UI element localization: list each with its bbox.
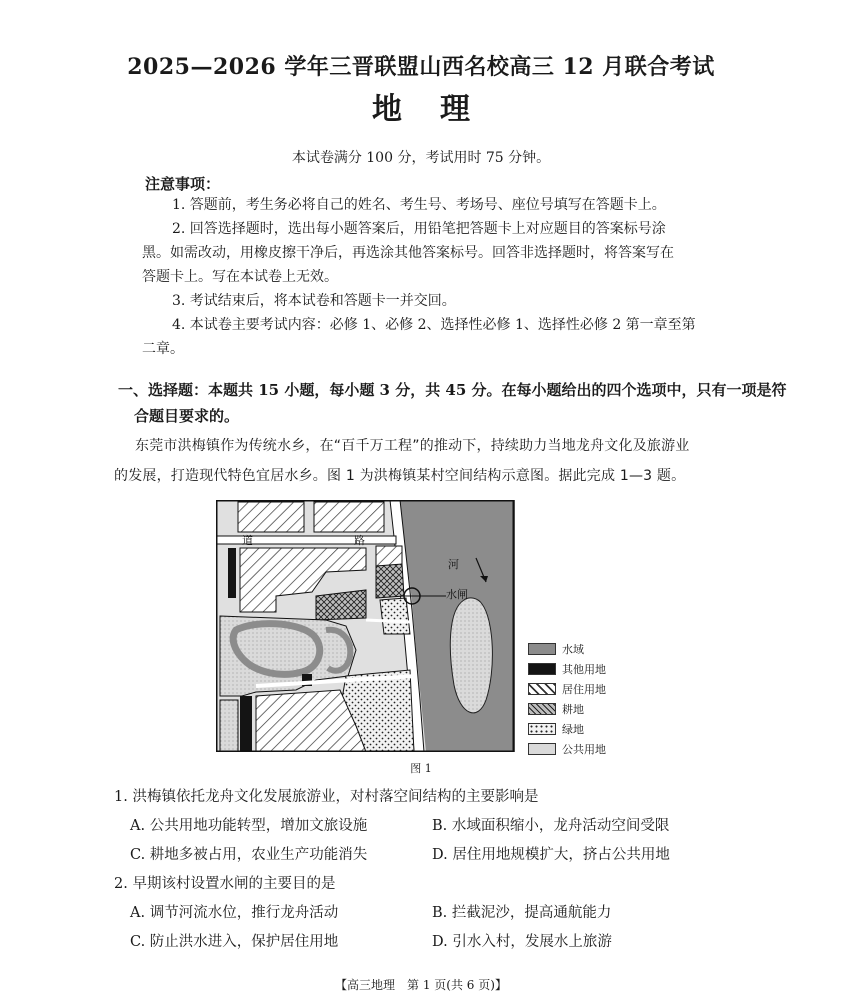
question-1-option-d[interactable]: D. 居住用地规模扩大，挤占公共用地 <box>432 847 670 863</box>
question-1-option-a[interactable]: A. 公共用地功能转型，增加文旅设施 <box>130 818 368 834</box>
question-intro-cont: 的发展，打造现代特色宜居水乡。图 1 为洪梅镇某村空间结构示意图。据此完成 1—3 题。 <box>114 468 686 484</box>
question-2-option-d[interactable]: D. 引水入村，发展水上旅游 <box>432 934 612 950</box>
section-heading-cont: 合题目要求的。 <box>134 407 240 425</box>
sluice-label: 水闸 <box>446 588 468 601</box>
legend-label: 公共用地 <box>562 743 606 756</box>
legend-label: 水域 <box>562 643 584 656</box>
notes-title: 注意事项： <box>145 175 221 193</box>
legend-label: 绿地 <box>562 723 584 736</box>
legend-label: 耕地 <box>562 703 584 716</box>
question-2-option-c[interactable]: C. 防止洪水进入，保护居住用地 <box>130 934 339 950</box>
exam-title: 2025—2026 学年三晋联盟山西名校高三 12 月联合考试 <box>127 54 715 80</box>
legend-label: 其他用地 <box>562 663 606 676</box>
legend-item-other <box>528 661 606 677</box>
legend-label: 居住用地 <box>562 683 606 696</box>
farmland-swatch <box>528 703 556 715</box>
note-item: 二章。 <box>142 341 184 357</box>
legend-item-public <box>528 741 606 757</box>
river-label: 河 <box>448 558 459 571</box>
road-label-1: 道 <box>242 534 253 547</box>
question-2-option-a[interactable]: A. 调节河流水位，推行龙舟活动 <box>130 905 339 921</box>
exam-info: 本试卷满分 100 分，考试用时 75 分钟。 <box>291 150 551 166</box>
question-2-stem: 2. 早期该村设置水闸的主要目的是 <box>114 876 336 892</box>
note-item: 4. 本试卷主要考试内容：必修 1、必修 2、选择性必修 1、选择性必修 2 第一章至第 <box>172 317 696 333</box>
page-footer: 【高三地理 第 1 页(共 6 页)】 <box>335 978 507 992</box>
note-item: 黑。如需改动，用橡皮擦干净后，再选涂其他答案标号。回答非选择题时，将答案写在 <box>142 245 674 261</box>
public-swatch <box>528 743 556 755</box>
other-swatch <box>528 663 556 675</box>
question-1-option-b[interactable]: B. 水域面积缩小，龙舟活动空间受限 <box>432 818 670 834</box>
note-item: 2. 回答选择题时，选出每小题答案后，用铅笔把答题卡上对应题目的答案标号涂 <box>172 221 666 237</box>
figure-caption: 图 1 <box>410 762 432 775</box>
legend-item-farmland <box>528 701 584 717</box>
note-item: 答题卡上。写在本试卷上无效。 <box>142 269 338 285</box>
road-label-2: 路 <box>354 534 365 547</box>
question-1-stem: 1. 洪梅镇依托龙舟文化发展旅游业，对村落空间结构的主要影响是 <box>114 789 539 805</box>
question-1-option-c[interactable]: C. 耕地多被占用，农业生产功能消失 <box>130 847 368 863</box>
question-2-option-b[interactable]: B. 拦截泥沙，提高通航能力 <box>432 905 612 921</box>
note-item: 3. 考试结束后，将本试卷和答题卡一并交回。 <box>172 293 456 309</box>
green-swatch <box>528 723 556 735</box>
legend-item-water <box>528 641 584 657</box>
residential-swatch <box>528 683 556 695</box>
subject-title: 地理 <box>372 92 508 127</box>
water-swatch <box>528 643 556 655</box>
legend-item-green <box>528 721 584 737</box>
question-intro: 东莞市洪梅镇作为传统水乡，在“百千万工程”的推动下，持续助力当地龙舟文化及旅游业 <box>135 438 690 454</box>
legend-item-residential <box>528 681 606 697</box>
section-heading: 一、选择题：本题共 15 小题，每小题 3 分，共 45 分。在每小题给出的四个选项中，只有一项是符 <box>118 381 787 399</box>
note-item: 1. 答题前，考生务必将自己的姓名、考生号、考场号、座位号填写在答题卡上。 <box>172 197 666 213</box>
